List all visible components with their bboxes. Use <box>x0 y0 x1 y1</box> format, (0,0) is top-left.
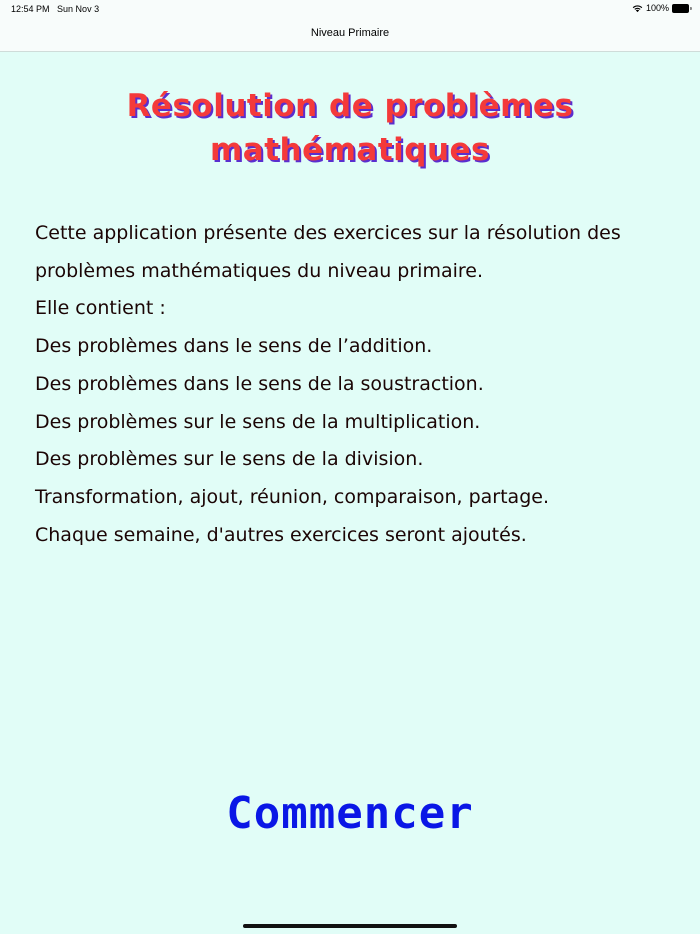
description-line: Des problèmes dans le sens de la soustraction. <box>35 372 484 395</box>
status-time-date <box>11 4 104 14</box>
start-button[interactable]: Commencer <box>226 788 474 839</box>
page-title-line-1: Résolution de problèmes <box>126 88 574 124</box>
wifi-icon <box>632 4 643 13</box>
description-line: Chaque semaine, d'autres exercices seront ajoutés. <box>35 523 527 546</box>
app-description <box>35 215 655 554</box>
status-date: Sun Nov 3 <box>57 4 100 14</box>
page-title-line-2: mathématiques <box>209 132 491 168</box>
status-indicators <box>632 3 692 13</box>
description-line: Transformation, ajout, réunion, comparaison, partage. <box>35 485 549 508</box>
home-indicator[interactable] <box>243 924 457 928</box>
nav-title: Niveau Primaire <box>310 27 390 39</box>
battery-percentage: 100% <box>645 3 669 13</box>
page-title <box>0 84 700 172</box>
status-time: 12:54 PM <box>11 4 50 14</box>
description-line: Des problèmes dans le sens de l’addition. <box>35 335 433 358</box>
description-line: Des problèmes sur le sens de la multiplication. <box>35 410 481 433</box>
navigation-bar <box>0 18 700 52</box>
battery-icon <box>672 4 692 13</box>
description-line: problèmes mathématiques du niveau primaire. <box>35 259 484 282</box>
status-bar <box>0 0 700 18</box>
description-line: Des problèmes sur le sens de la division. <box>35 448 424 471</box>
description-line: Elle contient : <box>35 297 166 320</box>
description-line: Cette application présente des exercices sur la résolution des <box>35 222 621 244</box>
